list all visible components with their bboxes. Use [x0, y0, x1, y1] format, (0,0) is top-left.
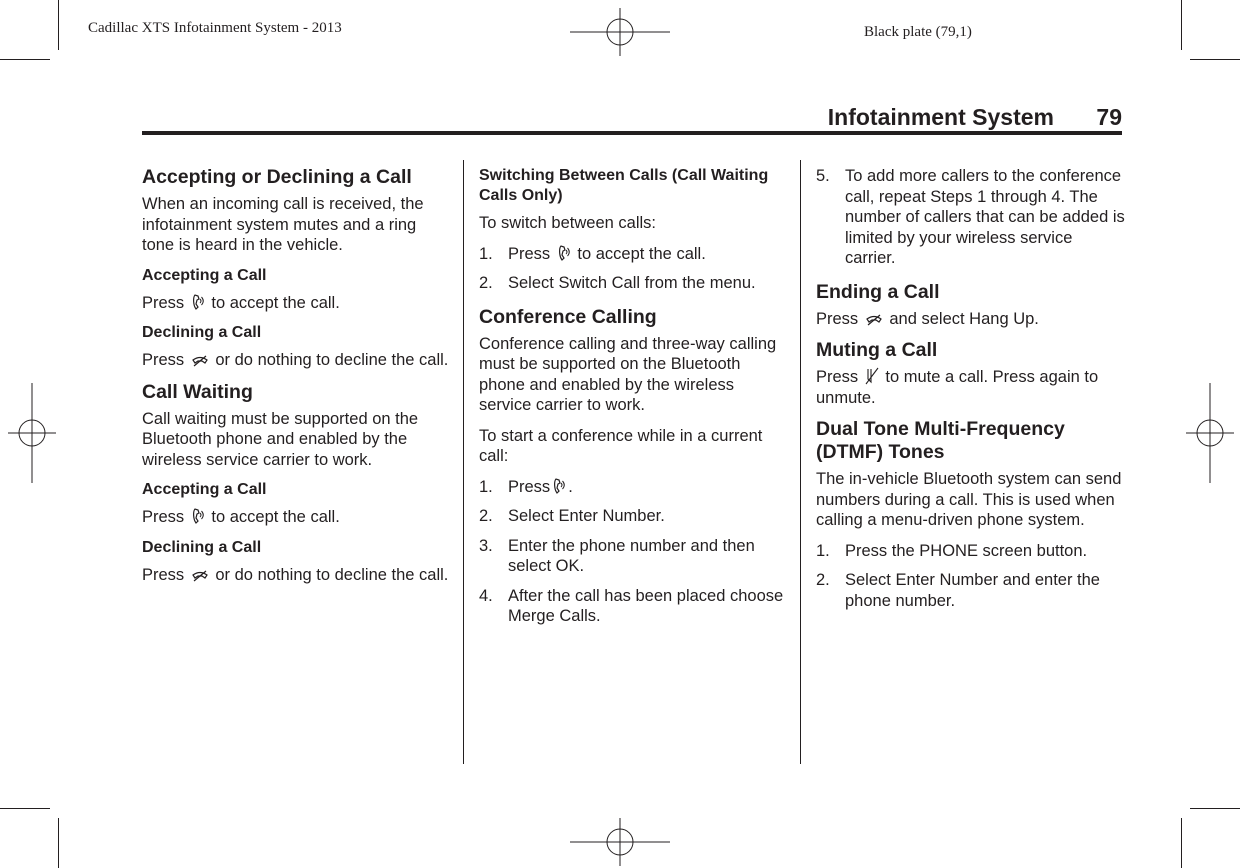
running-head	[142, 104, 1122, 134]
heading-accepting-declining: Accepting or Declining a Call	[142, 166, 412, 188]
phone-hangup-icon	[865, 313, 883, 327]
cw-decline-instruction: Press or do nothing to decline the call.	[142, 565, 449, 584]
list-item: 2. Select Enter Number and enter the phone number.	[816, 571, 1100, 610]
list-item: 5. To add more callers to the conference call, repeat Steps 1 through 4. The number of callers that can be added is limited by your wireless service carrier.	[816, 167, 1125, 267]
ending-instruction: Press and select Hang Up.	[816, 309, 1039, 328]
list-item: 2. Select Switch Call from the menu.	[479, 274, 756, 292]
decline-instruction: Press or do nothing to decline the call.	[142, 351, 449, 369]
subheading-declining: Declining a Call	[142, 324, 262, 341]
crop-mark	[58, 0, 59, 50]
list-item: 1. Press to accept the call.	[479, 244, 706, 263]
column-3	[816, 166, 1126, 620]
page-number: 79	[1096, 104, 1122, 130]
cw-accept-instruction: Press to accept the call.	[142, 508, 340, 526]
heading-ending-call: Ending a Call	[816, 280, 940, 303]
subheading-cw-declining: Declining a Call	[142, 538, 262, 556]
crop-mark	[0, 808, 50, 809]
conference-start-paragraph: To start a conference while in a current call:	[479, 426, 763, 465]
crop-mark	[1190, 808, 1240, 809]
phone-answer-icon	[191, 507, 205, 525]
subheading-cw-accepting: Accepting a Call	[142, 481, 267, 498]
crop-mark	[1190, 59, 1240, 60]
phone-answer-icon	[557, 244, 571, 262]
registration-mark-left	[8, 383, 56, 483]
section-title: Infotainment System	[827, 104, 1054, 130]
phone-hangup-icon	[191, 354, 209, 368]
conference-paragraph: Conference calling and three-way calling must be supported on the Bluetooth phone and enabled by the wireless service carrier to work.	[479, 334, 777, 414]
phone-answer-icon	[552, 477, 566, 495]
list-item: 3. Enter the phone number and then select OK.	[479, 536, 755, 575]
crop-mark	[58, 818, 59, 868]
list-item: 1. Press .	[479, 477, 573, 496]
list-item: 1. Press the PHONE screen button.	[816, 541, 1088, 560]
registration-mark-top	[570, 8, 670, 56]
call-waiting-paragraph: Call waiting must be supported on the Bluetooth phone and enabled by the wireless service carrier to work.	[142, 409, 419, 469]
intro-paragraph: When an incoming call is received, the infotainment system mutes and a ring tone is heard in the vehicle.	[142, 195, 424, 254]
crop-mark	[1181, 0, 1182, 50]
registration-mark-bottom	[570, 818, 670, 866]
slug-plate-label: Black plate (79,1)	[864, 24, 972, 40]
phone-answer-icon	[191, 293, 205, 311]
column-divider	[800, 160, 801, 764]
heading-muting-call: Muting a Call	[816, 339, 938, 361]
slug-document-title: Cadillac XTS Infotainment System - 2013	[88, 20, 342, 36]
crop-mark	[1181, 818, 1182, 868]
mute-icon	[865, 367, 879, 385]
heading-dtmf-tones: Dual Tone Multi-Frequency (DTMF) Tones	[816, 418, 1065, 463]
crop-mark	[0, 59, 50, 60]
list-item: 2. Select Enter Number.	[479, 507, 665, 525]
registration-mark-right	[1186, 383, 1234, 483]
subheading-switching: Switching Between Calls (Call Waiting Calls Only)	[479, 167, 769, 204]
column-2	[479, 166, 789, 636]
heading-conference-calling: Conference Calling	[479, 305, 657, 328]
list-item: 4. After the call has been placed choose Merge Calls.	[479, 586, 784, 625]
header-rule	[142, 131, 1122, 135]
heading-call-waiting: Call Waiting	[142, 380, 253, 403]
accept-instruction: Press to accept the call.	[142, 293, 340, 312]
phone-hangup-icon	[191, 569, 209, 583]
column-1	[142, 166, 452, 595]
column-divider	[463, 160, 464, 764]
muting-instruction: Press to mute a call. Press again to unmute.	[816, 368, 1099, 407]
subheading-accepting: Accepting a Call	[142, 266, 267, 284]
switching-intro: To switch between calls:	[479, 214, 656, 232]
dtmf-paragraph: The in-vehicle Bluetooth system can send numbers during a call. This is used when calling a menu-driven phone system.	[816, 470, 1122, 529]
